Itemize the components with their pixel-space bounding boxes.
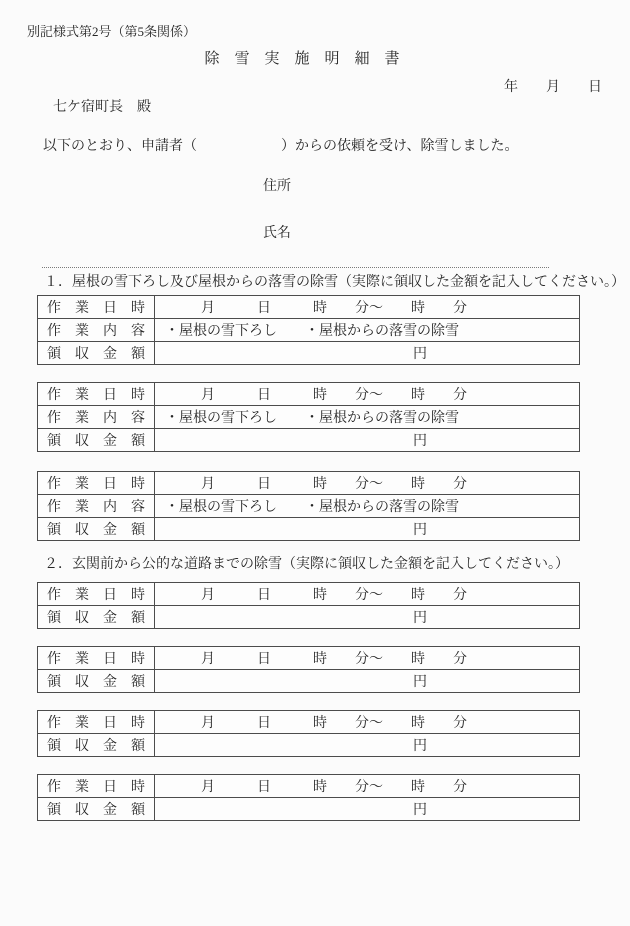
work-datetime-value: 月 日 時 分～ 時 分 [155,775,580,798]
work-content-label: 作 業 内 容 [38,495,155,518]
intro-sentence: 以下のとおり、申請者（ ）からの依頼を受け、除雪しました。 [43,139,519,154]
work-datetime-label: 作 業 日 時 [38,472,155,495]
section-1-table-2 [37,382,580,452]
work-content-row [38,406,580,429]
amount-label: 領 収 金 額 [38,798,155,821]
work-content-row [38,495,580,518]
amount-row [38,798,580,821]
work-content-value: ・屋根の雪下ろし ・屋根からの落雪の除雪 [155,406,580,429]
section-2-table-4 [37,774,580,821]
work-datetime-row [38,775,580,798]
amount-row [38,518,580,541]
work-datetime-label: 作 業 日 時 [38,647,155,670]
section-2-heading: ２．玄関前から公的な道路までの除雪（実際に領収した金額を記入してください。） [44,557,569,572]
amount-value: 円 [155,734,580,757]
work-datetime-row [38,296,580,319]
amount-value: 円 [155,429,580,452]
work-content-label: 作 業 内 容 [38,406,155,429]
amount-row [38,606,580,629]
amount-value: 円 [155,518,580,541]
section-2-table-3 [37,710,580,757]
work-datetime-row [38,472,580,495]
document-title: 除 雪 実 施 明 細 書 [204,51,400,67]
amount-value: 円 [155,798,580,821]
work-datetime-label: 作 業 日 時 [38,296,155,319]
addressee: 七ケ宿町長 殿 [53,100,151,115]
date-line: 年 月 日 [504,80,602,95]
work-content-label: 作 業 内 容 [38,319,155,342]
amount-label: 領 収 金 額 [38,670,155,693]
amount-row [38,429,580,452]
work-datetime-row [38,583,580,606]
work-datetime-value: 月 日 時 分～ 時 分 [155,583,580,606]
amount-label: 領 収 金 額 [38,734,155,757]
amount-label: 領 収 金 額 [38,342,155,365]
section-2-table-1 [37,582,580,629]
dotted-separator [42,267,549,268]
amount-label: 領 収 金 額 [38,606,155,629]
work-datetime-value: 月 日 時 分～ 時 分 [155,647,580,670]
work-datetime-label: 作 業 日 時 [38,583,155,606]
work-datetime-row [38,711,580,734]
work-datetime-value: 月 日 時 分～ 時 分 [155,711,580,734]
amount-label: 領 収 金 額 [38,518,155,541]
amount-value: 円 [155,342,580,365]
work-datetime-row [38,647,580,670]
amount-row [38,670,580,693]
name-label: 氏名 [263,226,291,241]
work-datetime-row [38,383,580,406]
address-label: 住所 [263,179,291,194]
amount-value: 円 [155,606,580,629]
work-content-value: ・屋根の雪下ろし ・屋根からの落雪の除雪 [155,495,580,518]
section-2-table-2 [37,646,580,693]
work-content-row [38,319,580,342]
work-datetime-value: 月 日 時 分～ 時 分 [155,296,580,319]
section-1-heading: １．屋根の雪下ろし及び屋根からの落雪の除雪（実際に領収した金額を記入してください。） [44,275,625,290]
work-content-value: ・屋根の雪下ろし ・屋根からの落雪の除雪 [155,319,580,342]
section-1-table-3 [37,471,580,541]
amount-label: 領 収 金 額 [38,429,155,452]
work-datetime-value: 月 日 時 分～ 時 分 [155,383,580,406]
amount-value: 円 [155,670,580,693]
form-number: 別記様式第2号（第5条関係） [27,24,197,39]
work-datetime-label: 作 業 日 時 [38,775,155,798]
work-datetime-label: 作 業 日 時 [38,383,155,406]
work-datetime-value: 月 日 時 分～ 時 分 [155,472,580,495]
amount-row [38,342,580,365]
amount-row [38,734,580,757]
work-datetime-label: 作 業 日 時 [38,711,155,734]
document-page [0,23,630,926]
section-1-table-1 [37,295,580,365]
